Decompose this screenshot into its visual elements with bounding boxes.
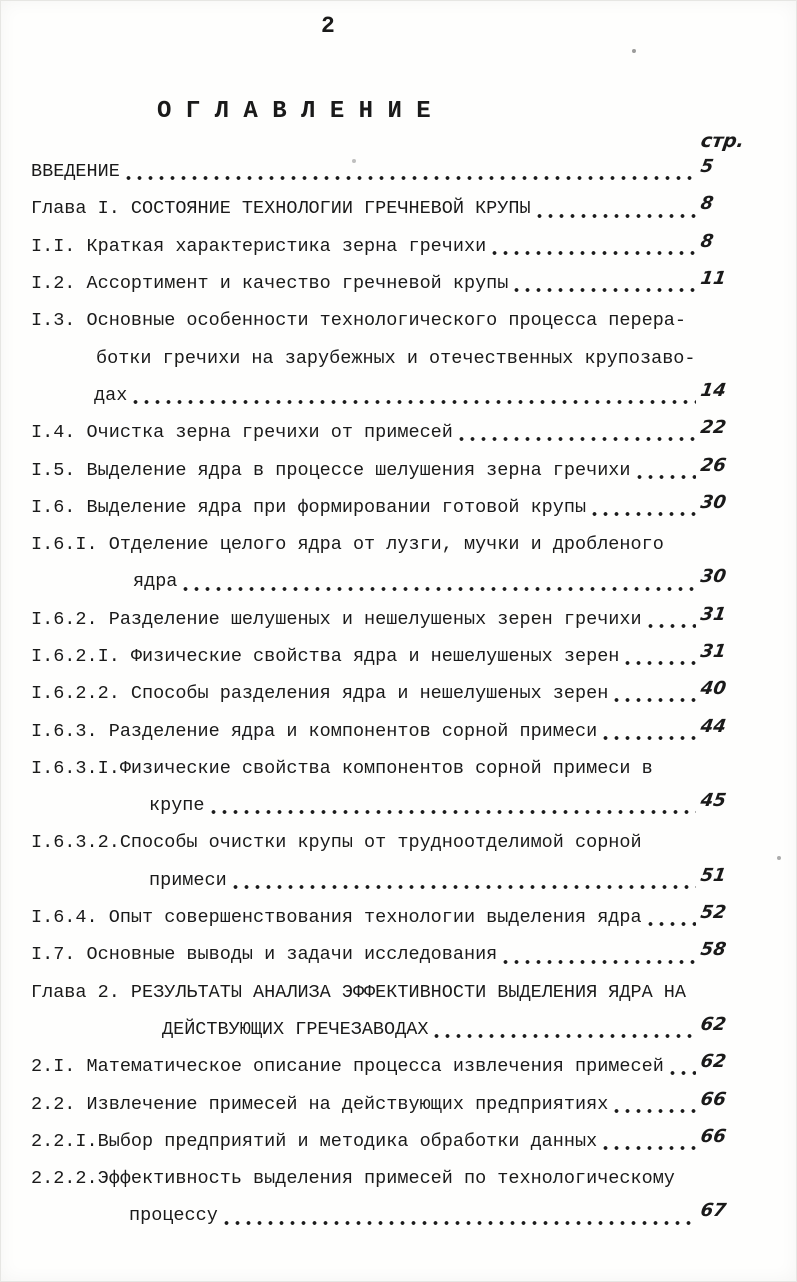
toc-page-number: 44	[699, 715, 728, 737]
toc-line-text: I.6.4. Опыт совершенствования технологии выделения ядра	[31, 907, 642, 929]
toc-line	[1, 1048, 796, 1085]
toc-line	[1, 265, 796, 302]
toc-line	[1, 936, 796, 973]
dot-leader	[634, 451, 697, 488]
toc-line	[1, 489, 796, 526]
table-of-contents	[1, 153, 796, 1235]
dot-leader	[489, 228, 696, 265]
toc-line-text: I.6. Выделение ядра при формировании готовой крупы	[31, 496, 587, 518]
toc-page-number: 58	[699, 939, 728, 961]
dot-leader	[622, 638, 696, 675]
toc-line	[1, 1123, 796, 1160]
toc-line-text: I.6.3. Разделение ядра и компонентов сорной примеси	[31, 720, 598, 742]
toc-line-text: Глава 2. РЕЗУЛЬТАТЫ АНАЛИЗА ЭФФЕКТИВНОСТИ ВЫДЕЛЕНИЯ ЯДРА НА	[31, 981, 687, 1003]
toc-page-number: 31	[699, 603, 728, 625]
toc-line	[1, 451, 796, 488]
toc-line-text: 2.2. Извлечение примесей на действующих предприятиях	[31, 1093, 609, 1115]
toc-page-number: 8	[699, 193, 715, 215]
toc-line-text: 2.2.I.Выбор предприятий и методика обработки данных	[31, 1130, 598, 1152]
toc-line-text: ДЕЙСТВУЮЩИХ ГРЕЧЕЗАВОДАХ	[162, 1018, 429, 1040]
toc-line-text: I.4. Очистка зерна гречихи от примесей	[31, 422, 453, 444]
dot-leader	[611, 1085, 696, 1122]
toc-line-text: ботки гречихи на зарубежных и отечественных крупозаво-	[96, 347, 696, 369]
toc-line-text: I.6.I. Отделение целого ядра от лузги, мучки и дробленого	[31, 534, 664, 556]
dot-leader	[208, 787, 696, 824]
toc-page-number: 62	[699, 1051, 728, 1073]
toc-line	[1, 1011, 796, 1048]
scan-speck	[352, 159, 356, 163]
toc-page-number: 30	[699, 566, 728, 588]
toc-line	[1, 153, 796, 190]
toc-line-text: I.5. Выделение ядра в процессе шелушения зерна гречихи	[31, 459, 631, 481]
toc-line-text: процессу	[129, 1205, 218, 1227]
toc-line-text: 2.2.2.Эффективность выделения примесей по технологическому	[31, 1168, 675, 1190]
toc-line	[1, 339, 796, 376]
dot-leader	[534, 190, 696, 227]
toc-page-number: 22	[699, 417, 728, 439]
toc-line	[1, 862, 796, 899]
scan-speck	[632, 49, 636, 53]
dot-leader	[123, 153, 696, 190]
toc-line-text: 2.I. Математическое описание процесса извлечения примесей	[31, 1056, 664, 1078]
toc-page-number: 8	[699, 230, 715, 252]
toc-page-number: 5	[699, 156, 715, 178]
page-number-top: 2	[321, 13, 336, 39]
toc-line-text: примеси	[149, 869, 227, 891]
toc-line-text: дах	[94, 384, 128, 406]
dot-leader	[589, 489, 696, 526]
dot-leader	[230, 862, 696, 899]
toc-line-text: I.6.2. Разделение шелушеных и нешелушеных зерен гречихи	[31, 608, 642, 630]
toc-page-number: 66	[699, 1125, 728, 1147]
scan-speck	[777, 856, 781, 860]
toc-line	[1, 974, 796, 1011]
toc-line	[1, 750, 796, 787]
toc-line-text: I.6.2.2. Способы разделения ядра и нешелушеных зерен	[31, 683, 609, 705]
toc-line-text: I.6.3.I.Физические свойства компонентов сорной примеси в	[31, 757, 653, 779]
dot-leader	[611, 675, 696, 712]
toc-line	[1, 712, 796, 749]
toc-line-text: I.2. Ассортимент и качество гречневой крупы	[31, 273, 509, 295]
page-column-header: стр.	[699, 130, 746, 152]
toc-line	[1, 787, 796, 824]
toc-line-text: I.6.2.I. Физические свойства ядра и нешелушеных зерен	[31, 646, 620, 667]
dot-leader	[221, 1197, 696, 1234]
dot-leader	[130, 377, 696, 414]
toc-line-text: Глава I. СОСТОЯНИЕ ТЕХНОЛОГИИ ГРЕЧНЕВОЙ КРУПЫ	[31, 198, 531, 220]
toc-line-text: крупе	[149, 795, 205, 817]
dot-leader	[180, 563, 696, 600]
toc-line	[1, 377, 796, 414]
dot-leader	[600, 1123, 696, 1160]
toc-line	[1, 1197, 796, 1234]
toc-line-text: I.7. Основные выводы и задачи исследования	[31, 944, 498, 966]
toc-line	[1, 824, 796, 861]
toc-page-number: 67	[699, 1200, 728, 1222]
dot-leader	[600, 712, 696, 749]
toc-line	[1, 601, 796, 638]
toc-line-text: ВВЕДЕНИЕ	[31, 161, 120, 183]
toc-line-text: I.I. Краткая характеристика зерна гречихи	[31, 235, 487, 257]
toc-page-number: 30	[699, 491, 728, 513]
toc-page-number: 45	[699, 790, 728, 812]
dot-leader	[511, 265, 696, 302]
toc-line	[1, 675, 796, 712]
dot-leader	[500, 936, 696, 973]
toc-line	[1, 190, 796, 227]
toc-page-number: 11	[699, 268, 728, 290]
toc-line	[1, 414, 796, 451]
toc-line	[1, 526, 796, 563]
toc-line-text: I.3. Основные особенности технологического процесса перера-	[31, 310, 687, 332]
toc-page-number: 40	[699, 678, 728, 700]
dot-leader	[431, 1011, 696, 1048]
toc-page-number: 51	[699, 864, 728, 886]
toc-page-number: 31	[699, 641, 728, 662]
dot-leader	[645, 601, 696, 638]
toc-line	[1, 1085, 796, 1122]
toc-line-text: I.6.3.2.Способы очистки крупы от трудноотделимой сорной	[31, 832, 642, 854]
toc-page-number: 14	[699, 379, 728, 401]
dot-leader	[667, 1048, 696, 1085]
dot-leader	[645, 899, 696, 936]
page-title: О Г Л А В Л Е Н И Е	[157, 98, 431, 125]
toc-page-number: 52	[699, 902, 728, 924]
toc-line	[1, 563, 796, 600]
dot-leader	[456, 414, 696, 451]
toc-line	[1, 638, 796, 675]
toc-page-number: 26	[699, 454, 728, 476]
toc-line-text: ядра	[133, 571, 178, 593]
toc-line	[1, 302, 796, 339]
toc-line	[1, 228, 796, 265]
toc-line	[1, 1160, 796, 1197]
toc-page-number: 66	[699, 1088, 728, 1110]
toc-page-number: 62	[699, 1013, 728, 1035]
toc-line	[1, 899, 796, 936]
